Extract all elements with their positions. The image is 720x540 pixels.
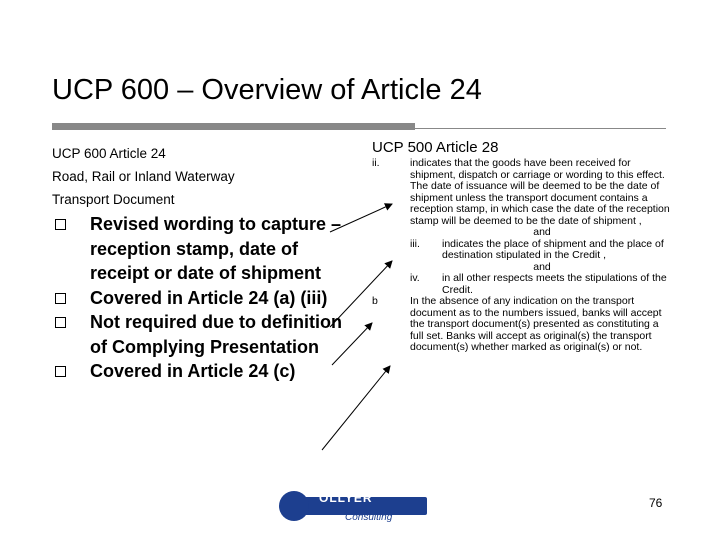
item-number: b	[372, 295, 378, 307]
arrow-bullet4	[322, 366, 390, 450]
left-heading-line: Transport Document	[52, 192, 175, 207]
company-logo	[279, 490, 427, 522]
bullet-text: Covered in Article 24 (a) (iii)	[90, 287, 328, 308]
bullet-text: Revised wording to capture – reception stamp, date of receipt or date of shipment	[90, 214, 342, 283]
and-connector: and	[533, 260, 551, 273]
left-heading-line: Road, Rail or Inland Waterway	[52, 169, 235, 184]
logo-wordmark: OLLYER	[319, 491, 373, 505]
bullet-text: Covered in Article 24 (c)	[90, 361, 296, 381]
logo-tagline: Consulting	[345, 512, 393, 523]
item-text: indicates that the goods have been received for shipment, dispatch or carriage or wording to this effect. The date of issuance will be deemed to be the date of shipment unless the transport document contains a reception stamp, in which case the date of the reception stamp will be deemed to be the date of shipment ,	[410, 157, 670, 227]
item-text: indicates the place of shipment and the place of destination stipulated in the Credit ,	[442, 237, 664, 261]
bullet-text: Not required due to definition of Complying Presentation	[90, 312, 342, 357]
item-text: In the absence of any indication on the transport document as to the numbers issued, banks will accept the transport document(s) presented as constituting a full set. Banks will accept as original(s) the transport document(s) whether marked as original(s) or not.	[410, 295, 662, 353]
arrow-bullet3	[332, 323, 372, 365]
globe-icon	[279, 491, 309, 521]
left-heading-line: UCP 600 Article 24	[52, 146, 166, 161]
and-connector: and	[533, 226, 551, 238]
item-number: iii.	[410, 237, 420, 250]
slide-title: UCP 600 – Overview of Article 24	[52, 74, 482, 106]
item-number: iv.	[410, 272, 420, 284]
item-number: ii.	[372, 157, 380, 169]
page-number: 76	[649, 496, 663, 510]
arrow-bullet2	[330, 261, 392, 327]
arrow-bullet1	[330, 204, 392, 232]
right-heading: UCP 500 Article 28	[372, 139, 499, 156]
item-text: in all other respects meets the stipulations of the Credit.	[442, 272, 667, 296]
